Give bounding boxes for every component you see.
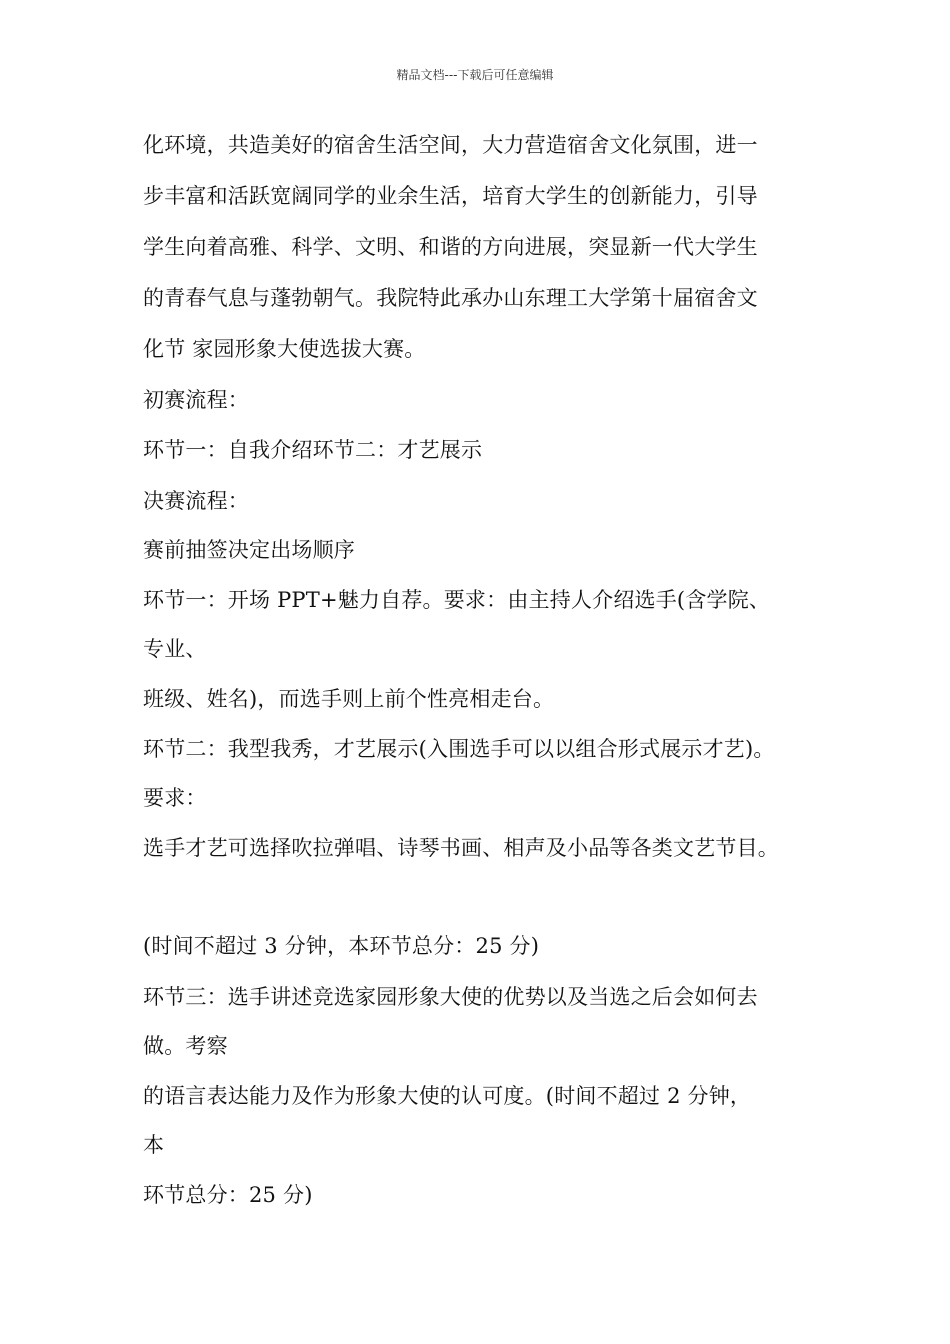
paragraph-line: 赛前抽签决定出场顺序	[143, 538, 355, 562]
paragraph-line: 环节一：自我介绍环节二：才艺展示	[143, 438, 483, 462]
paragraph-line: 本	[143, 1133, 165, 1157]
paragraph-line: 要求：	[143, 786, 207, 810]
paragraph-line: 的语言表达能力及作为形象大使的认可度。(时间不超过 2 分钟，	[143, 1084, 752, 1108]
paragraph-line: 学生向着高雅、科学、文明、和谐的方向进展，突显新一代大学生	[143, 235, 758, 259]
paragraph-line: 步丰富和活跃宽阔同学的业余生活，培育大学生的创新能力，引导	[143, 184, 758, 208]
paragraph-line: 班级、姓名)，而选手则上前个性亮相走台。	[143, 687, 555, 711]
paragraph-line: 环节三：选手讲述竞选家园形象大使的优势以及当选之后会如何去	[143, 985, 758, 1009]
paragraph-line: 环节总分：25 分)	[143, 1183, 313, 1207]
paragraph-line: 做。考察	[143, 1034, 228, 1058]
paragraph-line: 环节一：开场 PPT+魅力自荐。要求：由主持人介绍选手(含学院、	[143, 588, 771, 612]
section-heading: 初赛流程：	[143, 388, 249, 412]
paragraph-line: (时间不超过 3 分钟，本环节总分：25 分)	[143, 934, 540, 958]
paragraph-line: 化环境，共造美好的宿舍生活空间，大力营造宿舍文化氛围，进一	[143, 133, 758, 157]
paragraph-line: 专业、	[143, 637, 207, 661]
paragraph-line: 的青春气息与蓬勃朝气。我院特此承办山东理工大学第十届宿舍文	[143, 286, 758, 310]
paragraph-line: 选手才艺可选择吹拉弹唱、诗琴书画、相声及小品等各类文艺节目。	[143, 836, 779, 860]
section-heading: 决赛流程：	[143, 489, 249, 513]
paragraph-line: 化节 家园形象大使选拔大赛。	[143, 337, 426, 361]
paragraph-line: 环节二：我型我秀，才艺展示(入围选手可以以组合形式展示才艺)。	[143, 737, 775, 761]
page-header: 精品文档---下载后可任意编辑	[396, 68, 554, 82]
